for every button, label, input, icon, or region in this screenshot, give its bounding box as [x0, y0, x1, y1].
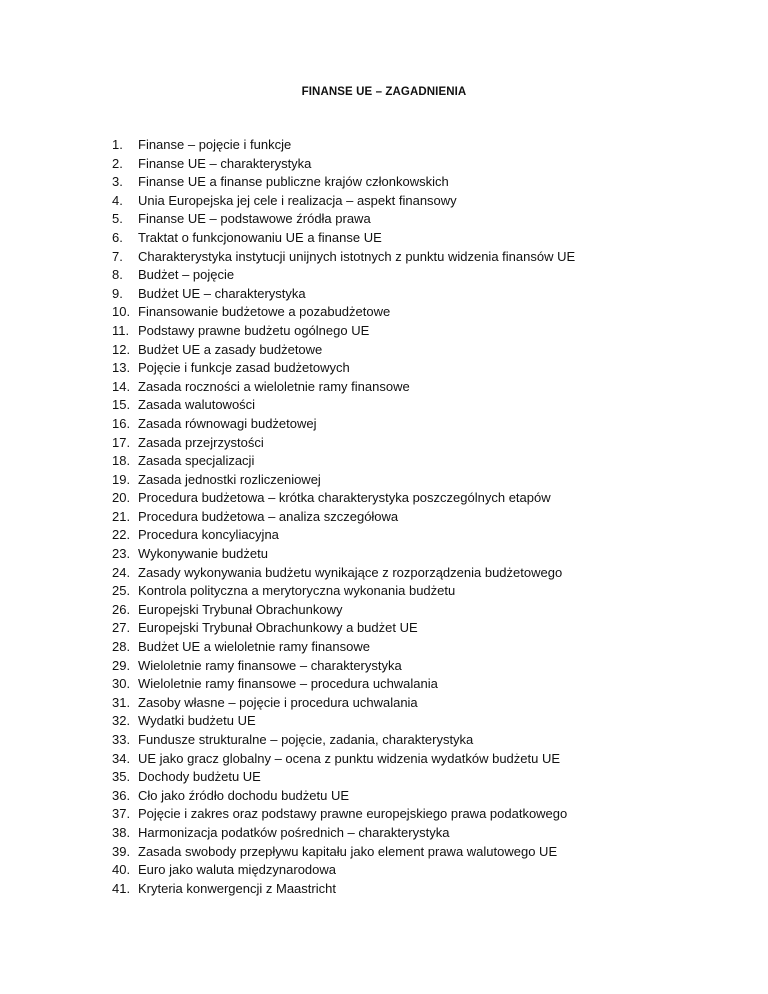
- list-item-text: Budżet – pojęcie: [138, 267, 235, 283]
- list-item-text: Kryteria konwergencji z Maastricht: [138, 880, 336, 896]
- list-item-number: 28.: [112, 639, 131, 655]
- list-item: [112, 173, 575, 192]
- list-item: [112, 526, 575, 545]
- list-item: [112, 303, 575, 322]
- list-item-number: 32.: [112, 713, 131, 729]
- list-item-number: 13.: [112, 360, 131, 376]
- list-item-text: Euro jako waluta międzynarodowa: [138, 862, 336, 878]
- list-item: [112, 843, 575, 862]
- list-item: [112, 638, 575, 657]
- list-item-number: 11.: [112, 322, 130, 338]
- list-item-number: 19.: [112, 471, 131, 487]
- list-item: [112, 880, 575, 899]
- list-item-number: 2.: [112, 155, 123, 171]
- list-item-number: 35.: [112, 769, 131, 785]
- list-item-text: Zasada jednostki rozliczeniowej: [138, 471, 321, 487]
- list-item-number: 12.: [112, 341, 131, 357]
- list-item-text: Budżet UE a wieloletnie ramy finansowe: [138, 639, 370, 655]
- list-item-text: Budżet UE a zasady budżetowe: [138, 341, 323, 357]
- list-item: [112, 136, 575, 155]
- list-item-number: 36.: [112, 787, 131, 803]
- list-item-number: 17.: [112, 434, 131, 450]
- list-item: [112, 452, 575, 471]
- list-item: [112, 415, 575, 434]
- list-item: [112, 396, 575, 415]
- list-item: [112, 805, 575, 824]
- list-item-text: Dochody budżetu UE: [138, 769, 261, 785]
- list-item: [112, 657, 575, 676]
- list-item-number: 33.: [112, 732, 131, 747]
- list-item: [112, 694, 575, 713]
- list-item-number: 8.: [112, 267, 123, 283]
- list-item-number: 9.: [112, 285, 123, 301]
- list-item-text: Zasada swobody przepływu kapitału jako element prawa walutowego UE: [138, 843, 558, 859]
- list-item-text: Europejski Trybunał Obrachunkowy: [138, 601, 343, 617]
- list-item-text: Zasoby własne – pojęcie i procedura uchwalania: [138, 694, 418, 710]
- list-item-number: 27.: [112, 620, 131, 636]
- list-item: [112, 824, 575, 843]
- list-item-text: Harmonizacja podatków pośrednich – charakterystyka: [138, 824, 450, 840]
- list-item: [112, 248, 575, 267]
- list-item: [112, 582, 575, 601]
- list-item: [112, 731, 575, 750]
- list-item: [112, 768, 575, 787]
- list-item-number: 34.: [112, 750, 131, 766]
- list-item-number: 18.: [112, 453, 131, 469]
- list-item-text: Finansowanie budżetowe a pozabudżetowe: [138, 304, 391, 320]
- list-item: [112, 712, 575, 731]
- topic-list: [112, 136, 575, 898]
- list-item: [112, 155, 575, 174]
- list-item-text: Finanse UE – charakterystyka: [138, 155, 312, 171]
- list-item-text: Zasada specjalizacji: [138, 453, 255, 469]
- list-item-number: 15.: [112, 397, 131, 413]
- list-item-number: 30.: [112, 676, 131, 692]
- list-item: [112, 434, 575, 453]
- list-item-text: Procedura budżetowa – krótka charakterystyka poszczególnych etapów: [138, 490, 551, 506]
- list-item-number: 38.: [112, 824, 131, 840]
- list-item-number: 23.: [112, 546, 131, 562]
- list-item-number: 7.: [112, 248, 123, 264]
- list-item-number: 37.: [112, 806, 131, 822]
- list-item: [112, 545, 575, 564]
- list-item-number: 26.: [112, 601, 131, 617]
- list-item: [112, 619, 575, 638]
- list-item-number: 10.: [112, 304, 131, 320]
- list-item-text: Traktat o funkcjonowaniu UE a finanse UE: [138, 229, 382, 245]
- list-item-text: UE jako gracz globalny – ocena z punktu widzenia wydatków budżetu UE: [138, 750, 561, 766]
- list-item-text: Pojęcie i funkcje zasad budżetowych: [138, 360, 350, 376]
- list-item-number: 41.: [112, 880, 131, 896]
- list-item-number: 1.: [112, 137, 123, 152]
- list-item: [112, 861, 575, 880]
- list-item-number: 6.: [112, 229, 123, 245]
- list-item: [112, 750, 575, 769]
- list-item: [112, 359, 575, 378]
- list-item-text: Procedura koncyliacyjna: [138, 527, 279, 543]
- list-item-text: Podstawy prawne budżetu ogólnego UE: [138, 322, 370, 338]
- list-item-number: 16.: [112, 415, 131, 431]
- list-item-number: 39.: [112, 843, 131, 859]
- list-item: [112, 489, 575, 508]
- list-item-text: Zasady wykonywania budżetu wynikające z rozporządzenia budżetowego: [138, 564, 563, 580]
- list-item-text: Kontrola polityczna a merytoryczna wykonania budżetu: [138, 583, 456, 599]
- list-item: [112, 266, 575, 285]
- list-item: [112, 229, 575, 248]
- list-item: [112, 471, 575, 490]
- list-item-text: Europejski Trybunał Obrachunkowy a budżet UE: [138, 620, 418, 636]
- list-item-text: Zasada przejrzystości: [138, 434, 264, 450]
- list-item-text: Wydatki budżetu UE: [138, 713, 256, 729]
- list-item-text: Fundusze strukturalne – pojęcie, zadania, charakterystyka: [138, 732, 474, 747]
- list-item-text: Procedura budżetowa – analiza szczegółowa: [138, 508, 399, 524]
- list-item: [112, 378, 575, 397]
- list-item-text: Finanse UE a finanse publiczne krajów członkowskich: [138, 174, 449, 190]
- list-item-number: 5.: [112, 211, 123, 227]
- list-item: [112, 508, 575, 527]
- list-item-number: 24.: [112, 564, 131, 580]
- list-item-text: Unia Europejska jej cele i realizacja – aspekt finansowy: [138, 192, 457, 208]
- list-item-text: Zasada walutowości: [138, 397, 256, 413]
- list-item-number: 20.: [112, 490, 131, 506]
- list-item-text: Charakterystyka instytucji unijnych istotnych z punktu widzenia finansów UE: [138, 248, 576, 264]
- list-item-text: Pojęcie i zakres oraz podstawy prawne europejskiego prawa podatkowego: [138, 806, 568, 822]
- list-item-number: 25.: [112, 583, 131, 599]
- list-item-text: Wieloletnie ramy finansowe – procedura uchwalania: [138, 676, 438, 692]
- list-item-number: 14.: [112, 378, 131, 394]
- list-item: [112, 341, 575, 360]
- list-item: [112, 192, 575, 211]
- list-item-number: 40.: [112, 862, 131, 878]
- list-item-text: Finanse – pojęcie i funkcje: [138, 137, 292, 152]
- list-item: [112, 564, 575, 583]
- list-item: [112, 285, 575, 304]
- list-item-number: 3.: [112, 174, 123, 190]
- list-item-number: 21.: [112, 508, 131, 524]
- list-item-text: Wykonywanie budżetu: [138, 546, 268, 562]
- list-item-text: Zasada równowagi budżetowej: [138, 415, 317, 431]
- list-item: [112, 322, 575, 341]
- list-item-text: Wieloletnie ramy finansowe – charakterystyka: [138, 657, 402, 673]
- list-item-text: Budżet UE – charakterystyka: [138, 285, 306, 301]
- list-item: [112, 601, 575, 620]
- list-item: [112, 210, 575, 229]
- list-item-number: 4.: [112, 192, 123, 208]
- list-item-text: Cło jako źródło dochodu budżetu UE: [138, 787, 350, 803]
- list-item-number: 29.: [112, 657, 131, 673]
- list-item-number: 31.: [112, 694, 131, 710]
- list-item: [112, 675, 575, 694]
- list-item-text: Finanse UE – podstawowe źródła prawa: [138, 211, 371, 227]
- list-item-text: Zasada roczności a wieloletnie ramy finansowe: [138, 378, 410, 394]
- document-title: FINANSE UE – ZAGADNIENIA: [301, 86, 467, 98]
- list-item-number: 22.: [112, 527, 131, 543]
- list-item: [112, 787, 575, 806]
